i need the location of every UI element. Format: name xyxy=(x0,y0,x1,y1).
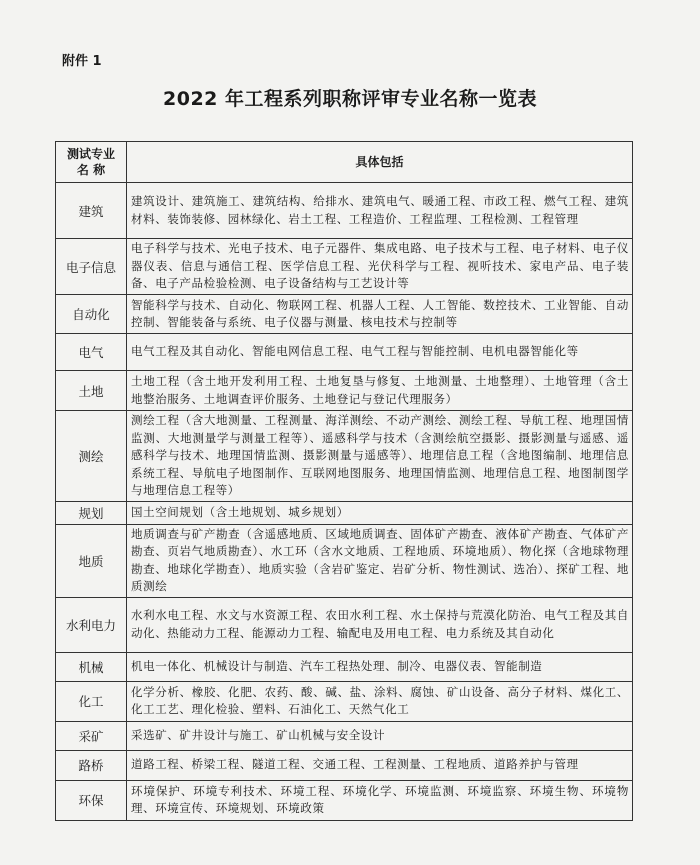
row-name: 地质 xyxy=(56,524,127,597)
header-name-line1: 测试专业 xyxy=(66,147,115,161)
profession-table xyxy=(55,141,633,821)
table-row xyxy=(56,597,633,652)
row-content: 国土空间规划（含土地规划、城乡规划） xyxy=(127,501,633,524)
table-row xyxy=(56,295,633,334)
row-content: 采选矿、矿井设计与施工、矿山机械与安全设计 xyxy=(127,721,633,750)
row-content: 电气工程及其自动化、智能电网信息工程、电气工程与智能控制、电机电器智能化等 xyxy=(127,334,633,371)
row-name: 土地 xyxy=(56,371,127,411)
row-content: 建筑设计、建筑施工、建筑结构、给排水、建筑电气、暖通工程、市政工程、燃气工程、建筑材料、装饰装修、园林绿化、岩土工程、工程造价、工程监理、工程检测、工程管理 xyxy=(127,183,633,239)
table-row xyxy=(56,681,633,721)
row-content: 环境保护、环境专利技术、环境工程、环境化学、环境监测、环境监察、环境生物、环境物理、环境宣传、环境规划、环境政策 xyxy=(127,780,633,820)
row-content: 水利水电工程、水文与水资源工程、农田水利工程、水土保持与荒漠化防治、电气工程及其自动化、热能动力工程、能源动力工程、输配电及用电工程、电力系统及其自动化 xyxy=(127,597,633,652)
row-name: 电气 xyxy=(56,334,127,371)
row-content: 测绘工程（含大地测量、工程测量、海洋测绘、不动产测绘、测绘工程、导航工程、地理国情监测、大地测量学与测量工程等）、遥感科学与技术（含测绘航空摄影、摄影测量与遥感、遥感科学与技术、地理国情监测、摄影测量与遥感等）、地理信息工程（含地图编制、地理信息系统工程、导航电子地图制作、互联网地图服务、地理国情监测、地理信息工程、地图制图学与地理信息工程等） xyxy=(127,411,633,502)
attachment-label: 附件 1 xyxy=(62,54,102,69)
row-content: 电子科学与技术、光电子技术、电子元器件、集成电路、电子技术与工程、电子材料、电子仪器仪表、信息与通信工程、医学信息工程、光伏科学与工程、视听技术、家电产品、电子装备、电子产品检验检测、电子设备结构与工艺设计等 xyxy=(127,239,633,295)
row-name: 测绘 xyxy=(56,411,127,502)
table-row xyxy=(56,183,633,239)
row-name: 建筑 xyxy=(56,183,127,239)
table-row xyxy=(56,652,633,681)
row-name: 规划 xyxy=(56,501,127,524)
table-row xyxy=(56,239,633,295)
header-content: 具体包括 xyxy=(127,142,633,183)
header-name-line2: 名 称 xyxy=(76,163,106,177)
page-title: 2022 年工程系列职称评审专业名称一览表 xyxy=(163,88,537,110)
table-row xyxy=(56,411,633,502)
row-name: 电子信息 xyxy=(56,239,127,295)
row-name: 化工 xyxy=(56,681,127,721)
row-name: 水利电力 xyxy=(56,597,127,652)
row-content: 化学分析、橡胶、化肥、农药、酸、碱、盐、涂料、腐蚀、矿山设备、高分子材料、煤化工、化工工艺、理化检验、塑料、石油化工、天然气化工 xyxy=(127,681,633,721)
row-name: 机械 xyxy=(56,652,127,681)
row-content: 机电一体化、机械设计与制造、汽车工程热处理、制冷、电器仪表、智能制造 xyxy=(127,652,633,681)
table-row xyxy=(56,750,633,780)
row-content: 土地工程（含土地开发利用工程、土地复垦与修复、土地测量、土地整理）、土地管理（含土地整治服务、土地调查评价服务、土地登记与登记代理服务） xyxy=(127,371,633,411)
table-row xyxy=(56,334,633,371)
row-name: 路桥 xyxy=(56,750,127,780)
row-name: 自动化 xyxy=(56,295,127,334)
table-row xyxy=(56,501,633,524)
table-row xyxy=(56,721,633,750)
row-name: 环保 xyxy=(56,780,127,820)
table-header-row xyxy=(56,142,633,183)
row-name: 采矿 xyxy=(56,721,127,750)
header-name xyxy=(56,142,127,183)
table-row xyxy=(56,780,633,820)
row-content: 智能科学与技术、自动化、物联网工程、机器人工程、人工智能、数控技术、工业智能、自动控制、智能装备与系统、电子仪器与测量、核电技术与控制等 xyxy=(127,295,633,334)
table-row xyxy=(56,524,633,597)
row-content: 道路工程、桥梁工程、隧道工程、交通工程、工程测量、工程地质、道路养护与管理 xyxy=(127,750,633,780)
table-row xyxy=(56,371,633,411)
row-content: 地质调查与矿产勘查（含遥感地质、区域地质调查、固体矿产勘查、液体矿产勘查、气体矿产勘查、页岩气地质勘查）、水工环（含水文地质、工程地质、环境地质）、物化探（含地球物理勘查、地球化学勘查）、地质实验（含岩矿鉴定、岩矿分析、物性测试、选冶）、探矿工程、地质测绘 xyxy=(127,524,633,597)
